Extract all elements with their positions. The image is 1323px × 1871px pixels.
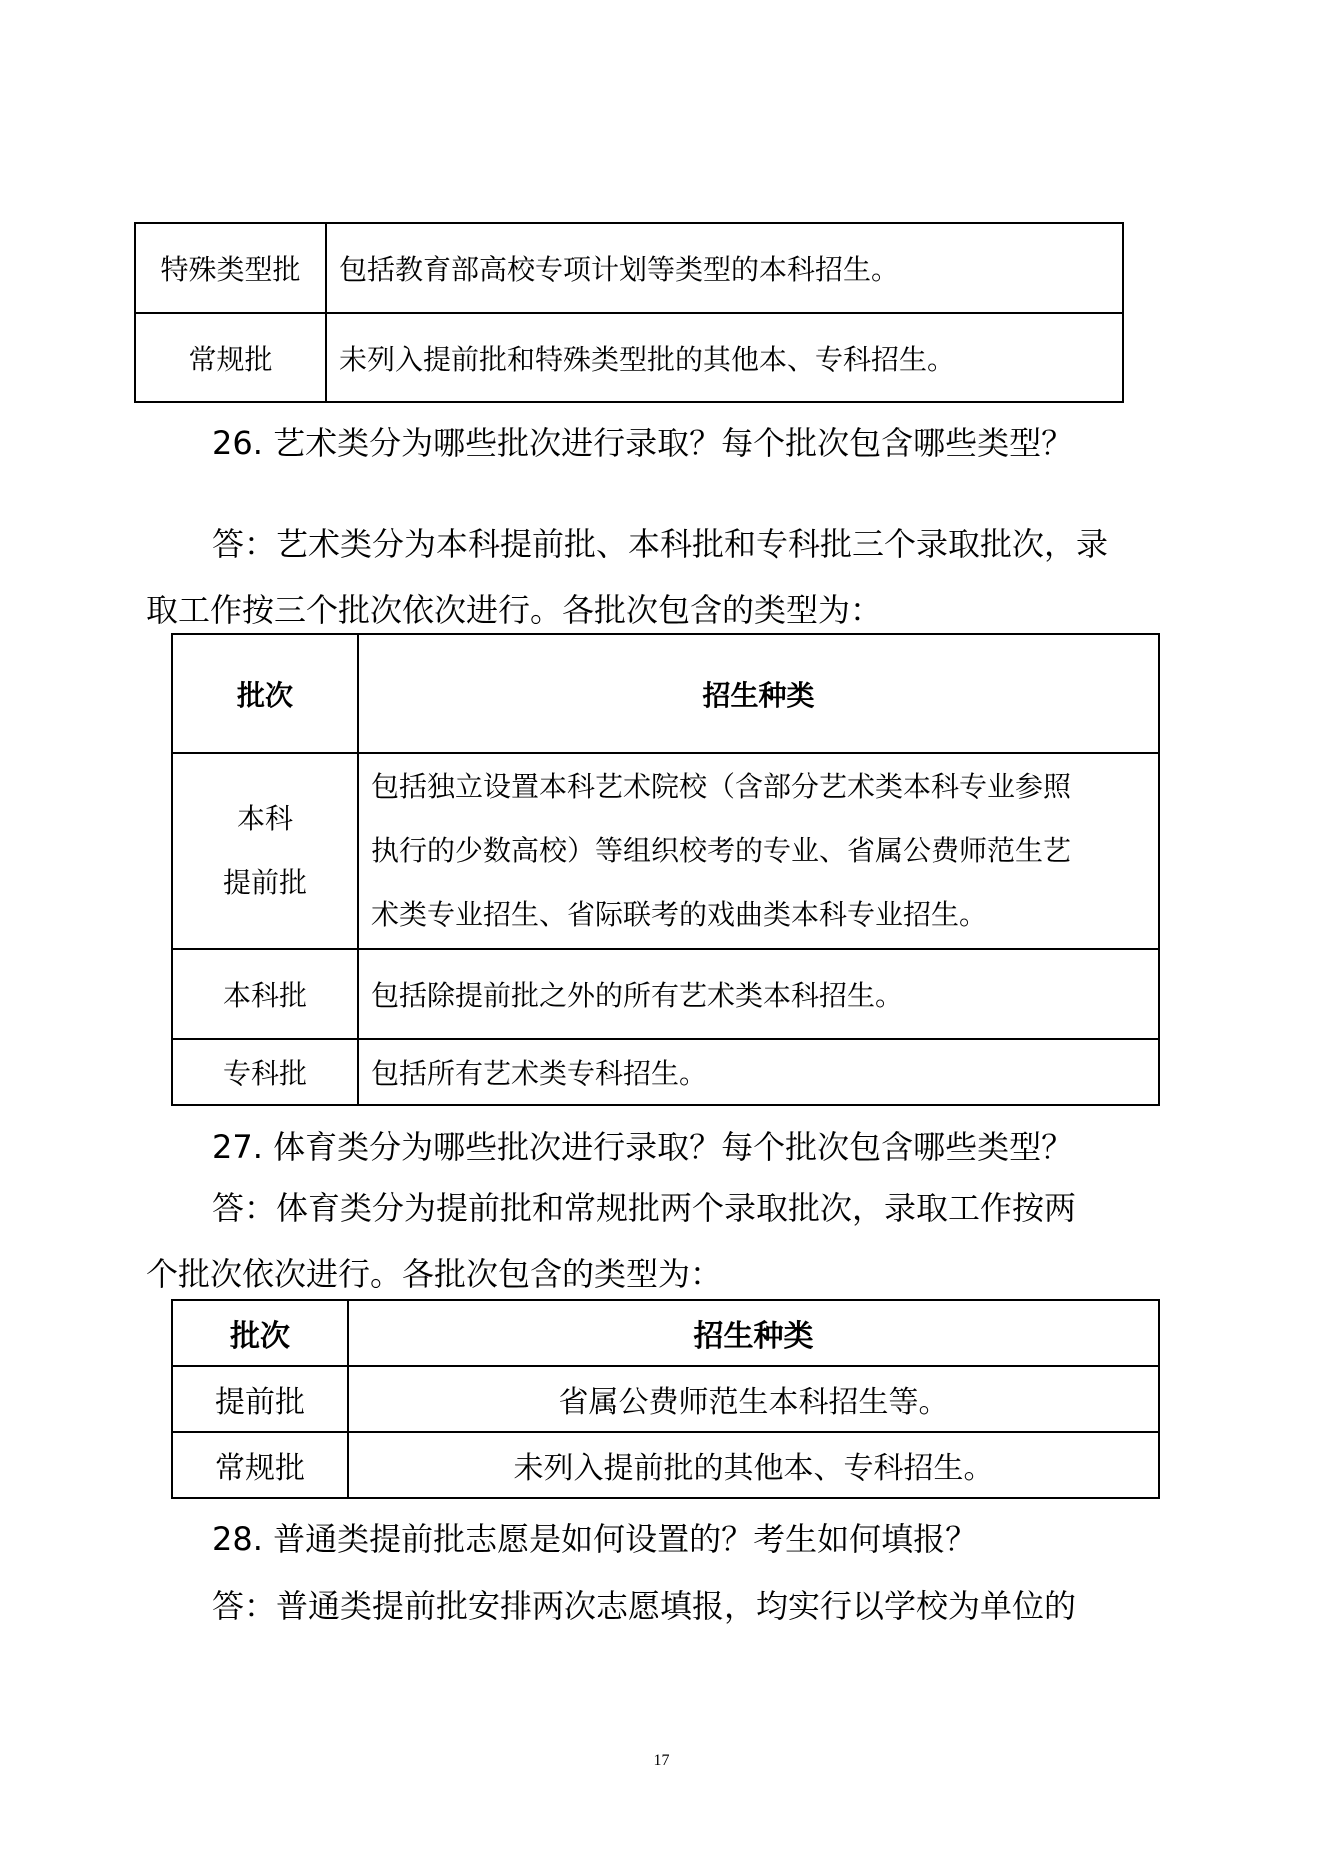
answer-27-line1: 答：体育类分为提前批和常规批两个录取批次，录取工作按两: [212, 1189, 1077, 1227]
header-batch: 批次: [172, 634, 358, 753]
table-header-row: [172, 634, 1159, 753]
desc-cell: [358, 753, 1159, 949]
batch-line: 本科: [236, 802, 293, 835]
header-types: 招生种类: [348, 1300, 1159, 1366]
desc-cell: 省属公费师范生本科招生等。: [348, 1366, 1159, 1432]
header-batch: 批次: [172, 1300, 348, 1366]
table-art-batches: [171, 633, 1160, 1106]
batch-cell: 特殊类型批: [135, 223, 326, 313]
desc-cell: 包括除提前批之外的所有艺术类本科招生。: [358, 949, 1159, 1039]
batch-cell: 常规批: [172, 1432, 348, 1498]
table-row: [172, 1366, 1159, 1432]
question-27: 27. 体育类分为哪些批次进行录取？每个批次包含哪些类型？: [212, 1128, 1074, 1166]
batch-line: 提前批: [222, 866, 307, 899]
desc-cell: 包括所有艺术类专科招生。: [358, 1039, 1159, 1105]
answer-26-line1: 答：艺术类分为本科提前批、本科批和专科批三个录取批次，录: [212, 525, 1109, 563]
table-header-row: [172, 1300, 1159, 1366]
table-batch-types-continued: [134, 222, 1124, 403]
table-row: [172, 753, 1159, 949]
answer-27-line2: 个批次依次进行。各批次包含的类型为：: [146, 1255, 723, 1293]
batch-cell: 专科批: [172, 1039, 358, 1105]
batch-cell: 本科批: [172, 949, 358, 1039]
table-row: [172, 1039, 1159, 1105]
desc-line: 包括独立设置本科艺术院校（含部分艺术类本科专业参照: [371, 770, 1072, 803]
table-row: [172, 949, 1159, 1039]
question-26: 26. 艺术类分为哪些批次进行录取？每个批次包含哪些类型？: [212, 424, 1074, 462]
batch-cell: 提前批: [172, 1366, 348, 1432]
desc-cell: 未列入提前批的其他本、专科招生。: [348, 1432, 1159, 1498]
table-row: [135, 313, 1123, 402]
question-28: 28. 普通类提前批志愿是如何设置的？考生如何填报？: [212, 1520, 978, 1558]
table-sports-batches: [171, 1299, 1160, 1499]
page-number: 17: [653, 1752, 670, 1769]
desc-line: 执行的少数高校）等组织校考的专业、省属公费师范生艺: [371, 834, 1072, 867]
header-types: 招生种类: [358, 634, 1159, 753]
desc-cell: 未列入提前批和特殊类型批的其他本、专科招生。: [326, 313, 1123, 402]
answer-28-line1: 答：普通类提前批安排两次志愿填报，均实行以学校为单位的: [212, 1587, 1077, 1625]
table-row: [172, 1432, 1159, 1498]
table-row: [135, 223, 1123, 313]
desc-line: 术类专业招生、省际联考的戏曲类本科专业招生。: [371, 898, 988, 931]
answer-26-line2: 取工作按三个批次依次进行。各批次包含的类型为：: [146, 591, 883, 629]
batch-cell: 常规批: [135, 313, 326, 402]
batch-cell: [172, 753, 358, 949]
desc-cell: 包括教育部高校专项计划等类型的本科招生。: [326, 223, 1123, 313]
